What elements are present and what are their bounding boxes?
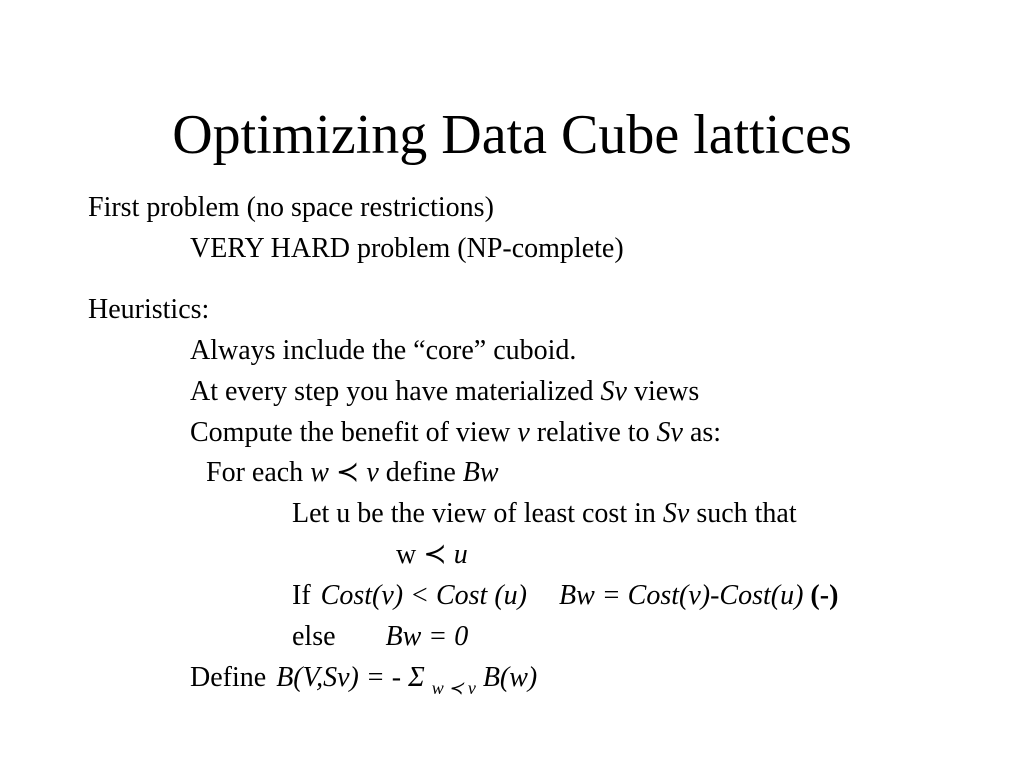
line-let-u [292, 497, 797, 531]
u-term: u [453, 539, 468, 570]
line-first-problem [88, 191, 494, 225]
heuristics-text: Heuristics: [88, 294, 210, 325]
materialized-text: At every step you have materialized [190, 376, 601, 407]
line-heuristics [88, 293, 209, 327]
first-problem-text: First problem (no space restrictions) [88, 192, 494, 223]
precedes-symbol-2: ≺ [423, 539, 447, 570]
line-if [292, 579, 838, 613]
cost-condition: Cost(v) < Cost (u) [320, 580, 527, 611]
line-compute-benefit [190, 416, 721, 450]
sv-term-3: Sv [662, 498, 690, 529]
line-else [292, 620, 468, 654]
let-u-text: Let u be the view of least cost in [292, 498, 663, 529]
else-keyword: else [292, 621, 336, 652]
bw-formula: Bw = Cost(v)-Cost(u) [558, 580, 804, 611]
line-very-hard [190, 232, 624, 266]
line-define-b [190, 661, 537, 697]
core-cuboid-text: Always include the “core” cuboid. [190, 335, 577, 366]
line-for-each [206, 456, 499, 490]
line-w-precedes-u [396, 538, 468, 572]
line-core-cuboid [190, 334, 576, 368]
define-text: define [378, 457, 463, 488]
for-each-text: For each [206, 457, 311, 488]
sigma-subscript: w ≺ v [431, 678, 476, 698]
compute-text: Compute the benefit of view [190, 417, 518, 448]
precedes-symbol: ≺ [335, 457, 360, 488]
relative-text: relative to [529, 417, 657, 448]
bw-zero: Bw = 0 [385, 621, 469, 652]
define-keyword: Define [190, 662, 267, 693]
sigma-symbol: Σ [408, 662, 425, 693]
very-hard-text: VERY HARD problem (NP-complete) [190, 233, 624, 264]
bw-sum-term: B(w) [482, 662, 538, 693]
views-text: views [626, 376, 700, 407]
line-materialized [190, 375, 699, 409]
slide-title: Optimizing Data Cube lattices [172, 104, 852, 166]
w-text: w [396, 539, 424, 570]
sv-term-2: Sv [656, 417, 683, 448]
w-term: w [310, 457, 329, 488]
if-keyword: If [292, 580, 311, 611]
as-text: as: [682, 417, 722, 448]
v-term-2: v [366, 457, 379, 488]
negative-marker: (-) [810, 580, 839, 611]
sv-term: Sv [600, 376, 627, 407]
bw-term: Bw [462, 457, 499, 488]
such-that-text: such that [689, 498, 797, 529]
v-term: v [517, 417, 530, 448]
b-formula: B(V,Sv) = - [276, 662, 409, 693]
